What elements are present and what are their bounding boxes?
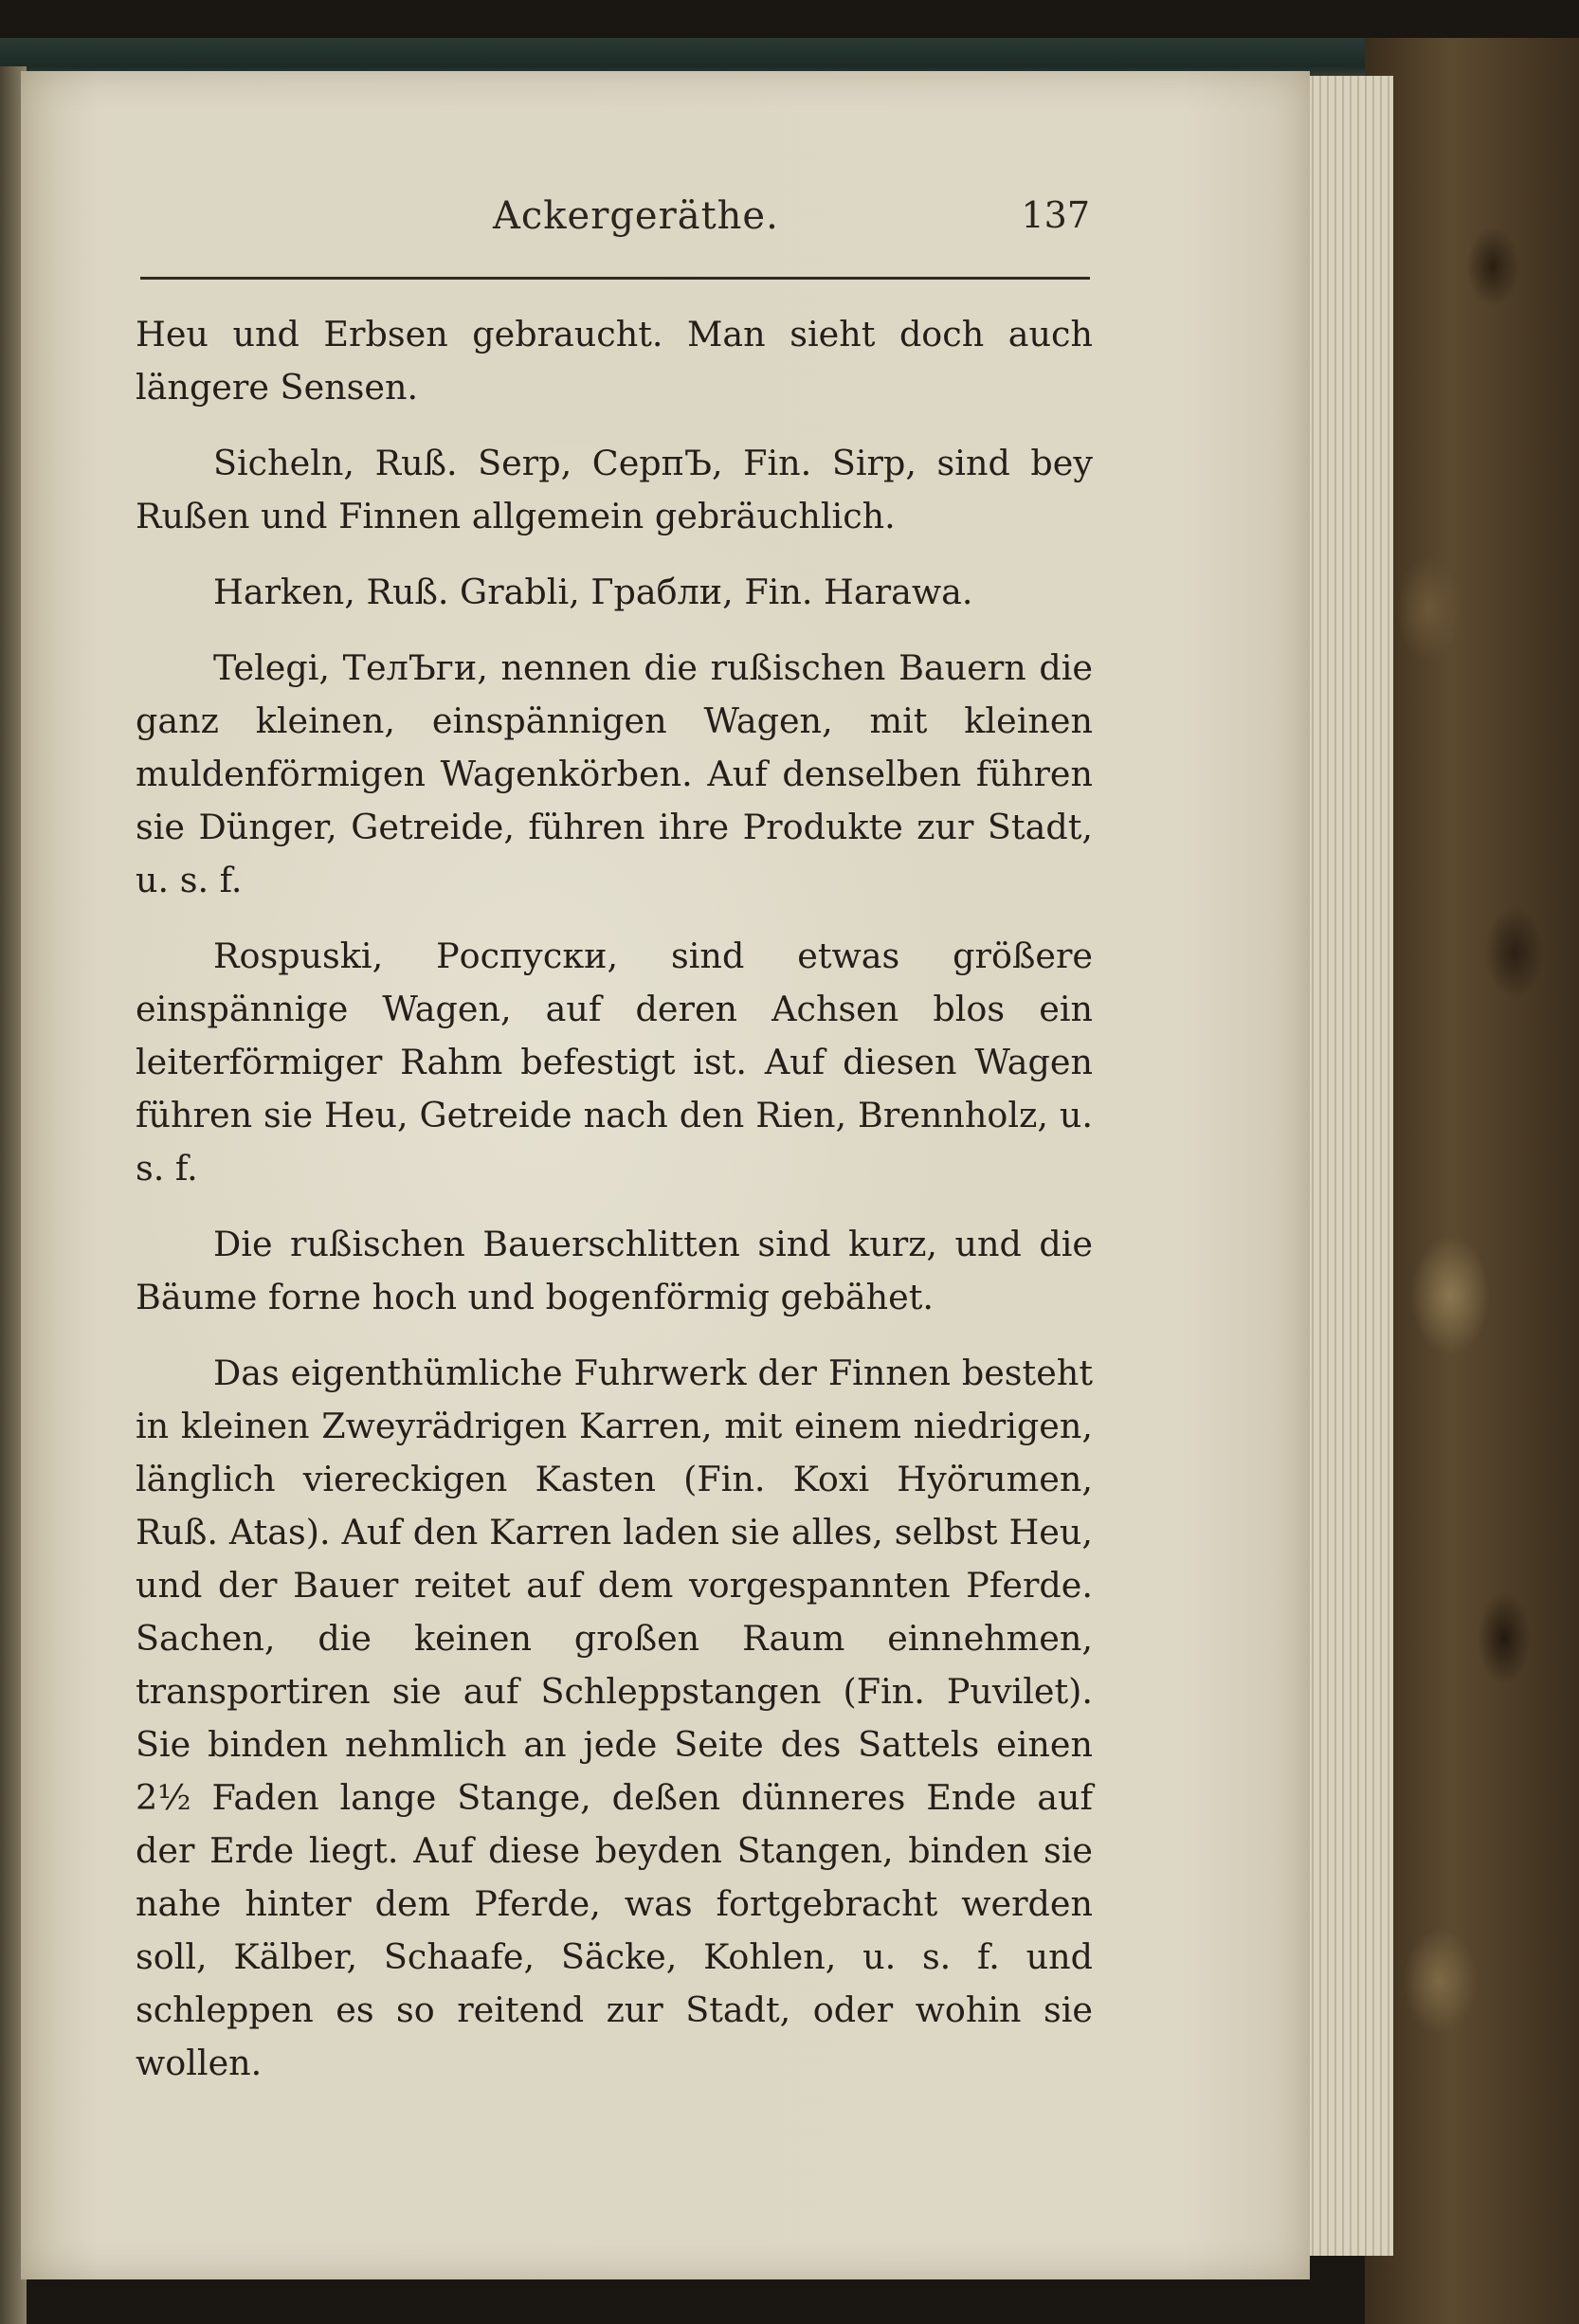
page-header bbox=[142, 194, 1090, 251]
page-number: 137 bbox=[1021, 194, 1090, 236]
paragraph: Sicheln, Ruß. Serp, СерпЪ, Fin. Sirp, sind bey Rußen und Finnen allgemein gebräuchlich. bbox=[136, 443, 1093, 536]
paragraph: Harken, Ruß. Grabli, Грабли, Fin. Harawa. bbox=[213, 572, 973, 612]
paragraph: Rospuski, Роспуски, sind etwas größere einspännige Wagen, auf deren Achsen blos ein leiterförmiger Rahm befestigt ist. Auf diesen Wagen führen sie Heu, Getreide nach den Rien, Brennholz, u. s. f. bbox=[136, 935, 1093, 1189]
paragraph: Telegi, ТелЪги, nennen die rußischen Bauern die ganz kleinen, einspännigen Wagen, mit kleinen muldenförmigen Wagenkörben. Auf denselben führen sie Dünger, Getreide, führen ihre Produkte zur Stadt, u. s. f. bbox=[136, 647, 1093, 900]
page-edges bbox=[1298, 76, 1393, 2256]
paragraph: Heu und Erbsen gebraucht. Man sieht doch auch längere Sensen. bbox=[136, 314, 1093, 408]
paragraph: Die rußischen Bauerschlitten sind kurz, und die Bäume forne hoch und bogenförmig gebähet. bbox=[136, 1224, 1093, 1317]
body-text bbox=[136, 308, 1093, 2113]
header-rule bbox=[140, 277, 1090, 280]
marbled-cover bbox=[1365, 38, 1579, 2324]
running-title: Ackergeräthe. bbox=[493, 194, 779, 238]
paragraph: Das eigenthümliche Fuhrwerk der Finnen besteht in kleinen Zweyrädrigen Karren, mit einem niedrigen, länglich viereckigen Kasten (Fin. Koxi Hyörumen, Ruß. Atas). Auf den Karren laden sie alles, selbst Heu, und der Bauer reitet auf dem vorgespannten Pferde. Sachen, die keinen großen Raum einnehmen, transportiren sie auf Schleppstangen (Fin. Puvilet). Sie binden nehmlich an jede Seite des Sattels einen 2½ Faden lange Stange, deßen dünneres Ende auf der Erde liegt. Auf diese beyden Stangen, binden sie nahe hinter dem Pferde, was fortgebracht werden soll, Kälber, Schaafe, Säcke, Kohlen, u. s. f. und schleppen es so reitend zur Stadt, oder wohin sie wollen. bbox=[136, 1353, 1093, 2083]
